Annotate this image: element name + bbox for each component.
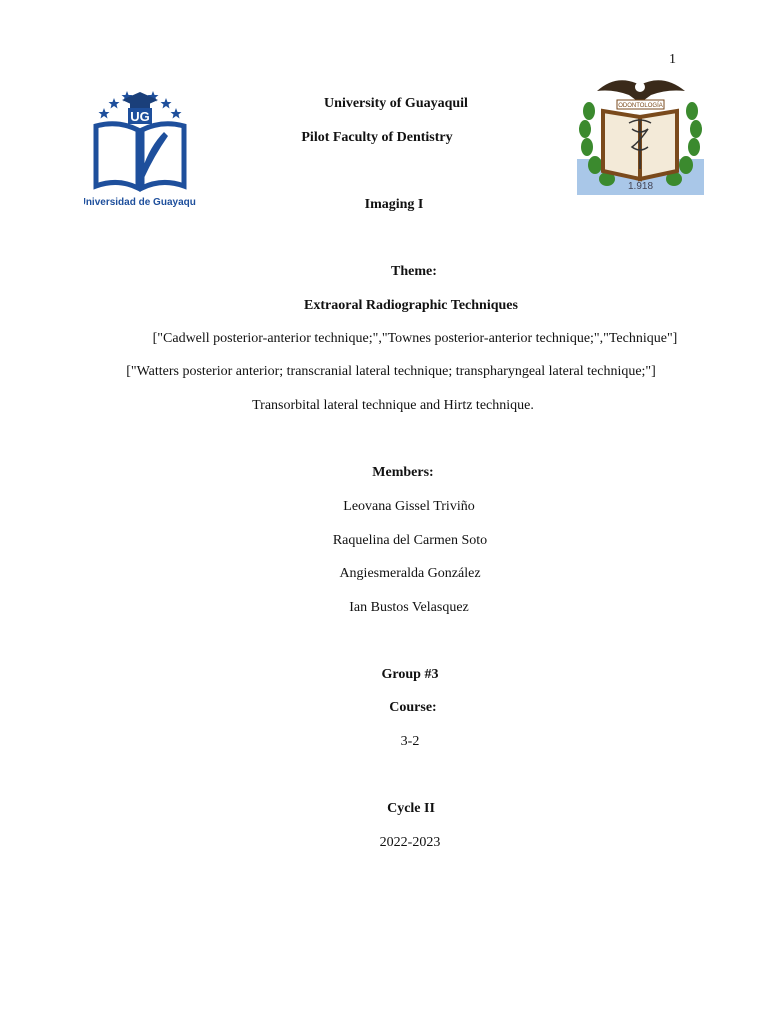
university-name: University of Guayaquil: [324, 96, 468, 111]
course-label: Course:: [389, 700, 437, 715]
emblem-banner-text: ODONTOLOGÍA: [618, 103, 663, 109]
course-value: 3-2: [400, 734, 420, 749]
member-name: Leovana Gissel Triviño: [343, 499, 475, 514]
subject-title: Imaging I: [364, 197, 424, 212]
theme-label: Theme:: [391, 264, 437, 279]
cycle-label: Cycle II: [387, 801, 435, 816]
theme-line-1: ["Cadwell posterior-anterior technique;","Townes posterior-anterior technique;","Technique"]: [152, 331, 678, 346]
theme-line-2: ["Watters posterior anterior; transcranial lateral technique; transpharyngeal lateral technique;"]: [126, 364, 656, 379]
cycle-value: 2022-2023: [379, 835, 441, 850]
members-label: Members:: [372, 465, 434, 480]
page-number: 1: [669, 52, 676, 67]
faculty-name: Pilot Faculty of Dentistry: [301, 130, 453, 145]
monogram-text: UG: [130, 109, 150, 124]
logo-caption: Universidad de Guayaquil: [84, 197, 196, 208]
member-name: Raquelina del Carmen Soto: [332, 533, 488, 548]
emblem-year: 1.918: [627, 181, 654, 192]
member-name: Ian Bustos Velasquez: [349, 600, 469, 615]
member-name: Angiesmeralda González: [339, 566, 481, 581]
group-label: Group #3: [381, 667, 439, 682]
theme-title: Extraoral Radiographic Techniques: [304, 298, 518, 313]
theme-line-3: Transorbital lateral technique and Hirtz technique.: [252, 398, 534, 413]
